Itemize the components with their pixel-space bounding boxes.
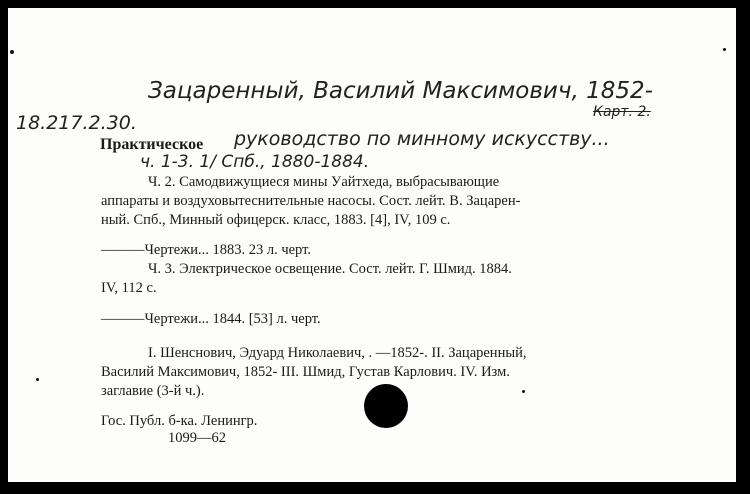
library-code: 1099—62 xyxy=(168,430,226,446)
speck xyxy=(723,48,726,51)
speck xyxy=(36,378,39,381)
title-typed: Практическое xyxy=(100,136,204,153)
catalog-card xyxy=(8,8,736,482)
part3-line2: IV, 112 с. xyxy=(101,280,157,296)
card-number: Карт. 2. xyxy=(593,104,651,120)
part3-plates: ———Чертежи... 1844. [53] л. черт. xyxy=(101,311,321,327)
call-number: 18.217.2.30. xyxy=(16,112,137,134)
title-handwritten: руководство по минному искусству... xyxy=(234,128,610,150)
author-heading: Зацаренный, Василий Максимович, 1852- xyxy=(148,78,653,104)
ink-blot xyxy=(364,384,408,428)
tracings-line3: заглавие (3-й ч.). xyxy=(101,383,205,399)
parts-line: ч. 1-3. 1/ Спб., 1880-1884. xyxy=(140,152,370,172)
speck xyxy=(10,50,14,54)
part2-plates: ———Чертежи... 1883. 23 л. черт. xyxy=(101,242,311,258)
library-name: Гос. Публ. б-ка. Ленингр. xyxy=(101,413,258,429)
speck xyxy=(522,390,525,393)
tracings-line1: I. Шенснович, Эдуард Николаевич, . —1852-. II. Зацаренный, xyxy=(148,345,527,361)
tracings-line2: Василий Максимович, 1852- III. Шмид, Густав Карлович. IV. Изм. xyxy=(101,364,510,380)
part2-line1: Ч. 2. Самодвижущиеся мины Уайтхеда, выбрасывающие xyxy=(148,174,500,190)
part3-line1: Ч. 3. Электрическое освещение. Сост. лейт. Г. Шмид. 1884. xyxy=(148,261,512,277)
part2-line3: ный. Спб., Минный офицерск. класс, 1883. [4], IV, 109 с. xyxy=(101,212,451,228)
part2-line2: аппараты и воздуховытеснительные насосы. Сост. лейт. В. Зацарен- xyxy=(101,193,521,209)
